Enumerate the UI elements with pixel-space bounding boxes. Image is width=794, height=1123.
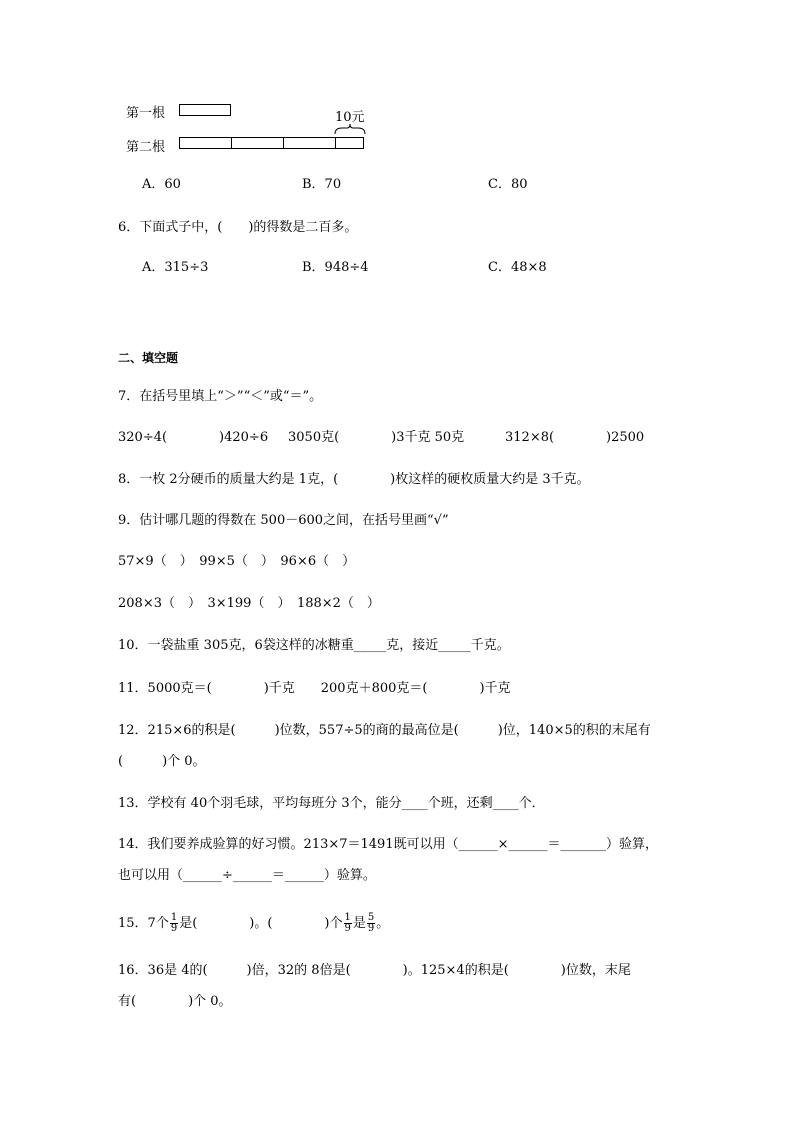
q11-text: 11．5000克＝( )千克 200克＋800克＝( )千克 — [118, 681, 511, 696]
q14-line-2: 也可以用（______÷______＝______）验算。 — [118, 868, 376, 883]
q15-fraction-2: $\frac{1}{9}$ — [344, 912, 351, 934]
q15-part-b: 是( )。( )个 — [179, 916, 343, 931]
brace — [334, 123, 366, 135]
row1-segment — [179, 104, 231, 116]
section-title: 二、填空题 — [118, 351, 179, 365]
q9-row-1: 57×9（ ） 99×5（ ） 96×6（ ） — [118, 554, 356, 569]
q15-fraction-3: $\frac{5}{9}$ — [367, 912, 375, 934]
q9-row-2: 208×3（ ） 3×199（ ） 188×2（ ） — [118, 596, 380, 611]
q12-line-2: ( )个 0。 — [118, 754, 206, 769]
q6-option-c[interactable]: C．48×8 — [488, 260, 547, 275]
q14-line-1: 14．我们要养成验算的好习惯。213×7＝1491既可以用（______×______＝_______）验算， — [118, 837, 658, 852]
q8-text: 8．一枚 2分硬币的质量大约是 1克，( )枚这样的硬枚质量大约是 3千克。 — [118, 472, 590, 487]
q5-option-b[interactable]: B．70 — [302, 177, 342, 192]
q7-stem: 7．在括号里填上“＞”“＜”或“＝”。 — [118, 389, 323, 404]
q10-text: 10．一袋盐重 305克，6袋这样的冰糖重_____克，接近_____千克。 — [118, 638, 510, 653]
q13-text: 13．学校有 40个羽毛球，平均每班分 3个，能分____个班，还剩____个． — [118, 796, 545, 811]
q7-item-1: 320÷4( )420÷6 — [118, 430, 269, 445]
q16-line-1: 16．36是 4的( )倍，32的 8倍是( )。125×4的积是( )位数，末尾 — [118, 963, 631, 978]
q5-option-a[interactable]: A．60 — [142, 177, 181, 192]
q15-part-c: 是 — [352, 916, 366, 931]
row2-segment-1 — [179, 137, 232, 149]
row2-segment-3 — [283, 137, 336, 149]
q9-stem: 9．估计哪几题的得数在 500－600之间，在括号里画“√” — [118, 513, 449, 528]
q15-line — [118, 906, 389, 942]
q15-part-a: 15．7个 — [118, 916, 169, 931]
q6-option-b[interactable]: B．948÷4 — [302, 260, 369, 275]
q7-item-3: 312×8( )2500 — [505, 430, 645, 445]
q15-part-d: 。 — [376, 916, 390, 931]
q16-line-2: 有( )个 0。 — [118, 994, 232, 1009]
q5-option-c[interactable]: C．80 — [488, 177, 528, 192]
q7-item-2: 3050克( )3千克 50克 — [288, 430, 465, 445]
q6-option-a[interactable]: A．315÷3 — [142, 260, 209, 275]
q15-fraction-1: $\frac{1}{9}$ — [170, 912, 178, 934]
row2-label: 第二根 — [126, 140, 166, 155]
q12-line-1: 12．215×6的积是( )位数，557÷5的商的最高位是( )位，140×5的积的末尾有 — [118, 723, 651, 738]
q6-stem: 6．下面式子中，( )的得数是二百多。 — [118, 220, 358, 235]
row2-segment-2 — [231, 137, 284, 149]
row2-segment-4 — [335, 137, 364, 149]
bracket-label: 10元 — [335, 110, 365, 125]
row1-label: 第一根 — [126, 106, 166, 121]
